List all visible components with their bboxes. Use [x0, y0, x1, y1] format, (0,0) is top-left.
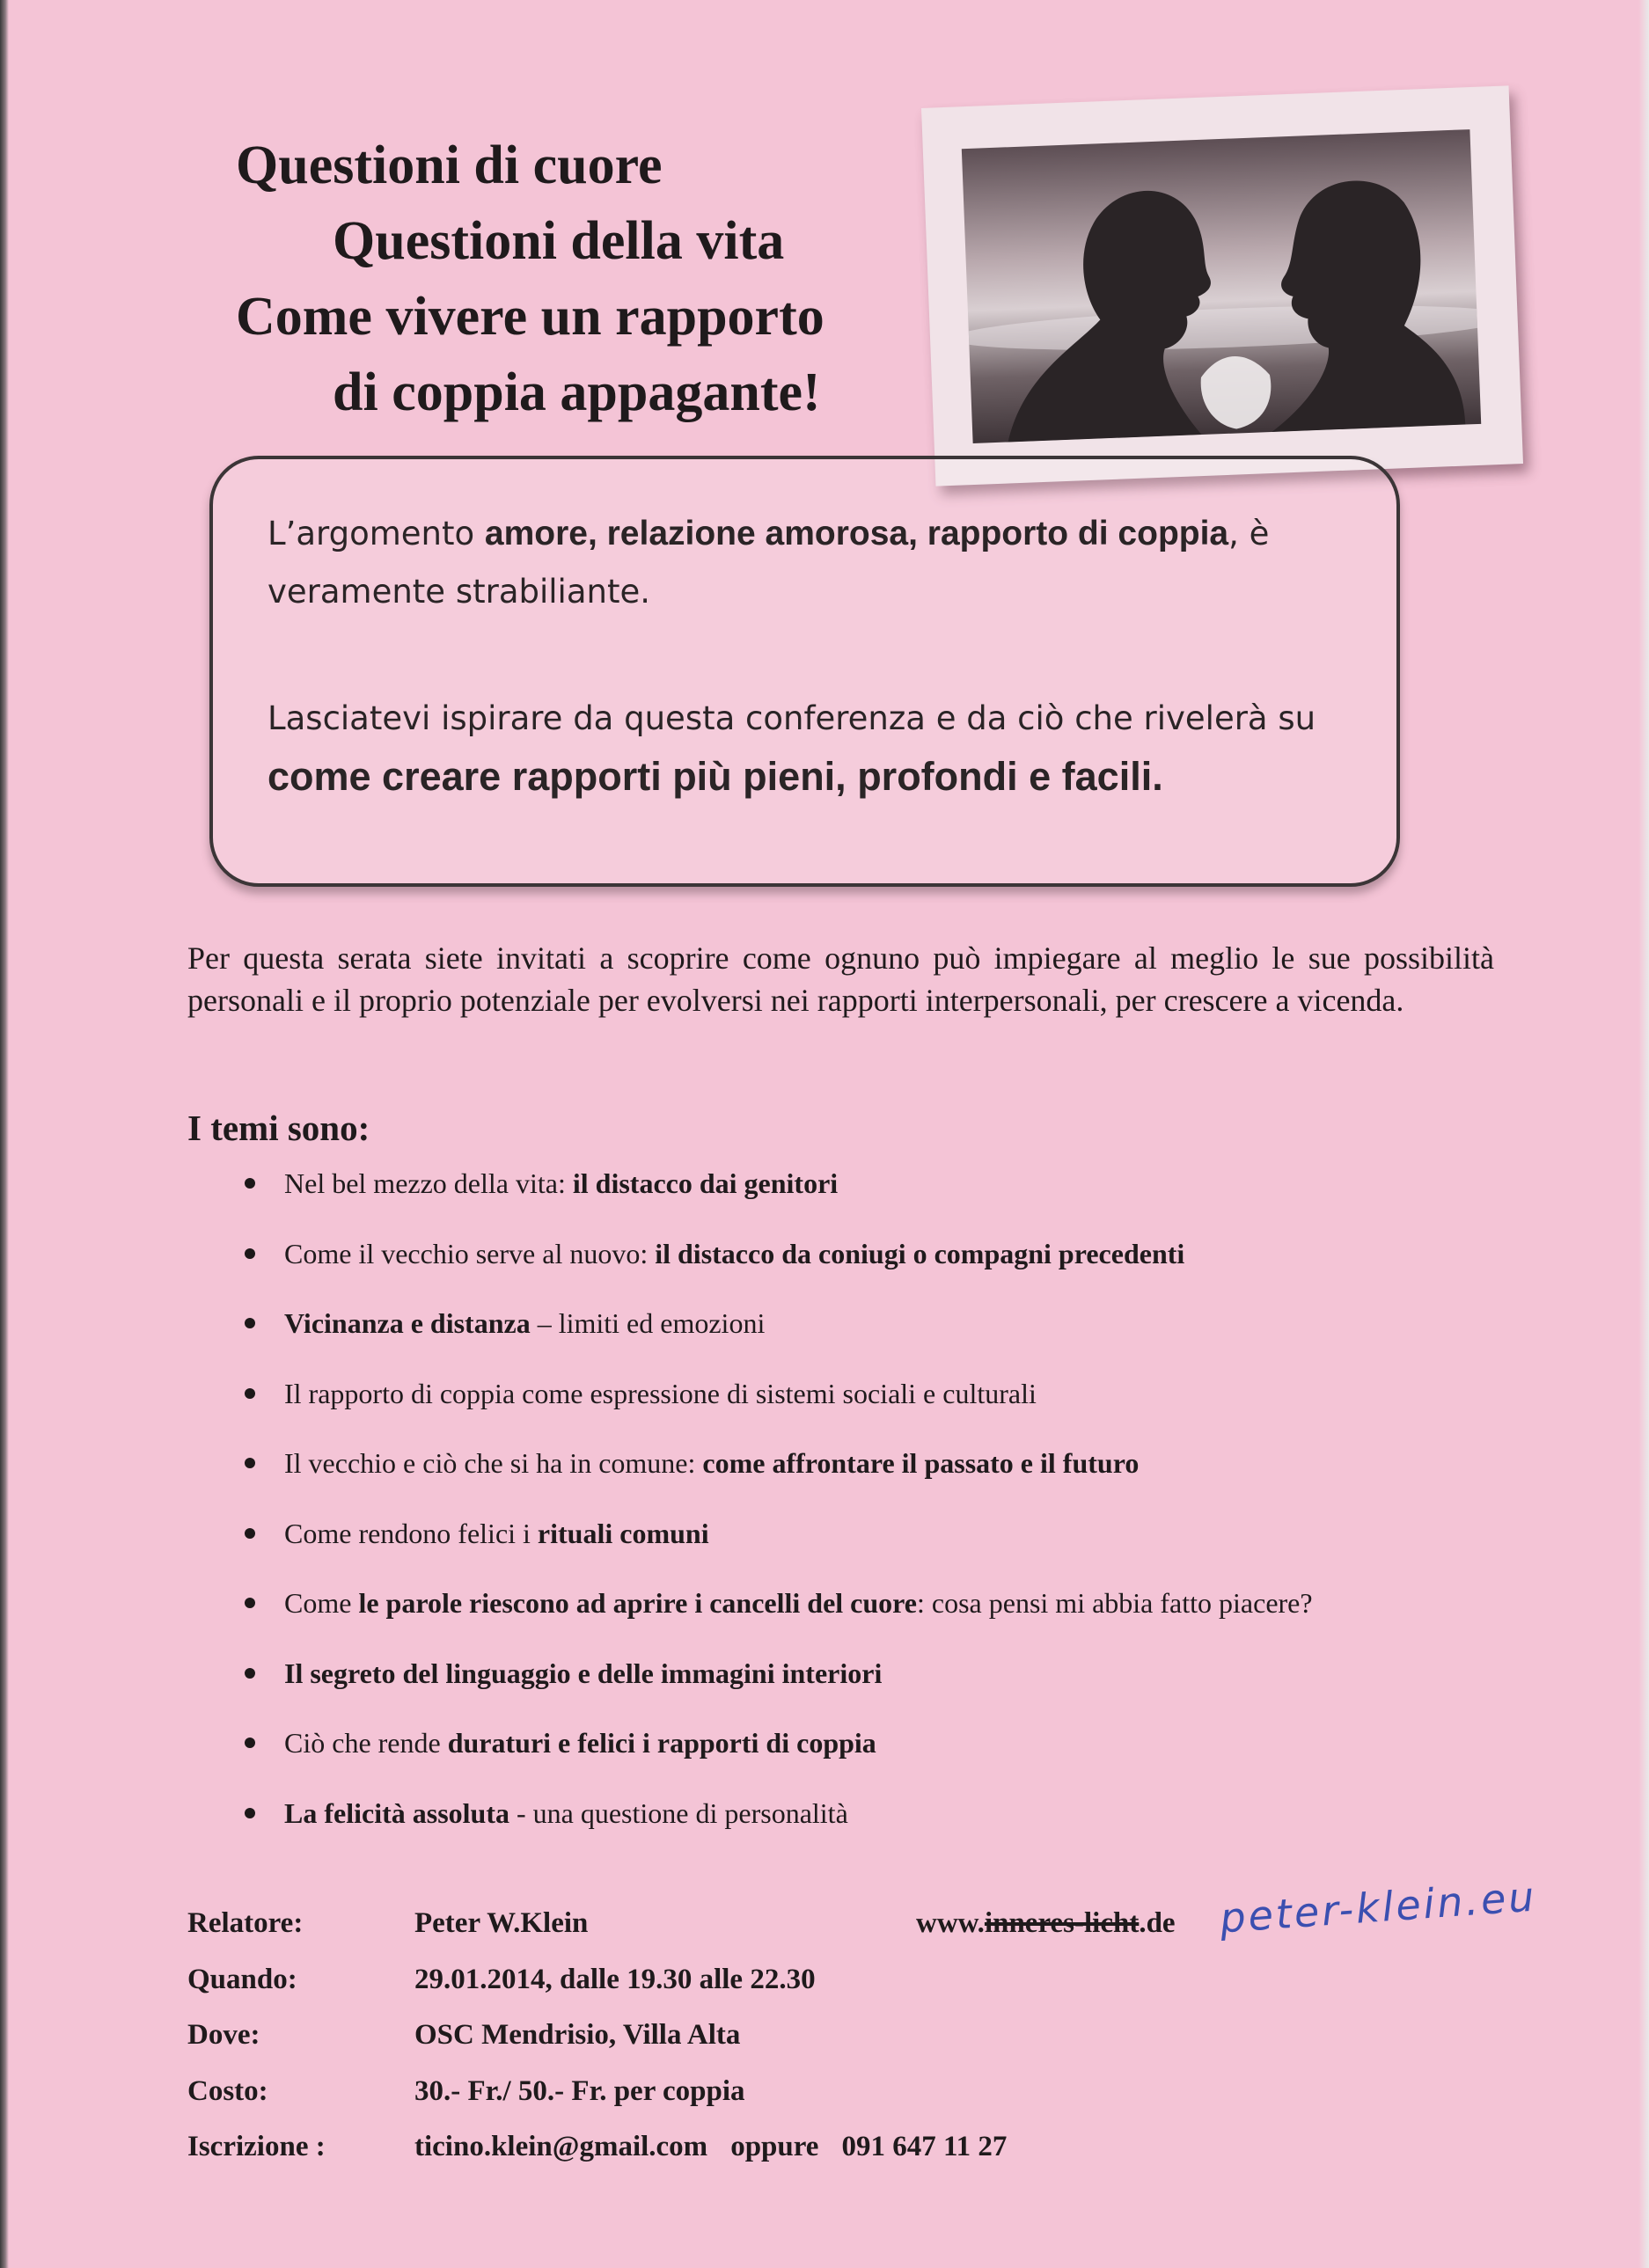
- topic-text: Come rendono felici i: [284, 1517, 538, 1549]
- costo-value: 30.- Fr./ 50.- Fr. per coppia: [414, 2074, 745, 2107]
- quando-label: Quando:: [187, 1963, 297, 1995]
- handwritten-website-note: peter-klein.eu: [1218, 1872, 1539, 1942]
- topic-item: [238, 1581, 1540, 1651]
- costo-label: Costo:: [187, 2074, 268, 2107]
- or-text: oppure: [730, 2131, 819, 2162]
- topic-tail: – limiti ed emozioni: [530, 1307, 766, 1339]
- topic-item: [238, 1791, 1540, 1862]
- couple-silhouette-photo: [962, 129, 1481, 443]
- quando-value: 29.01.2014, dalle 19.30 alle 22.30: [414, 1963, 816, 1995]
- intro-paragraph: Per questa serata siete invitati a scoprire come ognuno può impiegare al meglio le sue possibilità personali e il proprio potenziale per evolversi nei rapporti interpersonali, per crescere a vicenda.: [187, 940, 1494, 1018]
- phone-text: 091 647 11 27: [841, 2131, 1008, 2162]
- highlight-paragraph-1: [268, 505, 1367, 621]
- highlight-1-tail: , è veramente strabiliante.: [268, 515, 1270, 611]
- topic-bold: rituali comuni: [537, 1517, 709, 1549]
- topic-text: Ciò che rende: [284, 1727, 448, 1759]
- couple-silhouette-icon: [962, 129, 1481, 443]
- highlight-box: [209, 456, 1400, 887]
- topic-bold: La felicità assoluta: [284, 1796, 509, 1829]
- topics-heading: I temi sono:: [187, 1108, 370, 1148]
- title-line-1: Questioni di cuore: [236, 135, 663, 195]
- topic-bold: le parole riescono ad aprire i cancelli del cuore: [358, 1587, 917, 1619]
- website-struck: inneres-licht: [984, 1907, 1140, 1939]
- topic-text: Nel bel mezzo della vita:: [284, 1167, 573, 1199]
- topic-bold: come affrontare il passato e il futuro: [702, 1447, 1140, 1479]
- speaker-name: Peter W.Klein: [414, 1907, 589, 1939]
- scan-edge-right: [1638, 0, 1649, 2268]
- photo-frame: [921, 85, 1523, 486]
- topic-text: Come: [284, 1587, 359, 1619]
- website-text: [916, 1900, 1176, 1946]
- topic-item: [238, 1232, 1540, 1302]
- event-details: [187, 1872, 1613, 2180]
- detail-row-quando: [187, 1957, 1613, 2013]
- highlight-1-bold: amore, relazione amorosa, rapporto di coppia: [484, 515, 1229, 552]
- topic-bold: Vicinanza e distanza: [284, 1307, 531, 1339]
- topic-item: [238, 1301, 1540, 1372]
- topic-bold: il distacco dai genitori: [572, 1167, 839, 1199]
- iscrizione-value: [414, 2124, 1007, 2169]
- topic-tail: - una questione di personalità: [509, 1796, 848, 1829]
- email-text: ticino.klein@gmail.com: [414, 2131, 708, 2162]
- detail-row-relatore: [187, 1872, 1613, 1957]
- topic-bold: il distacco da coniugi o compagni precedenti: [655, 1237, 1185, 1269]
- topic-item: [238, 1441, 1540, 1511]
- topic-text: Il vecchio e ciò che si ha in comune:: [284, 1447, 703, 1479]
- relatore-value: [414, 1872, 1539, 1946]
- highlight-paragraph-2: [268, 690, 1367, 808]
- website-prefix: www.: [916, 1907, 985, 1939]
- topic-text: Il rapporto di coppia come espressione di sistemi sociali e culturali: [284, 1377, 1037, 1409]
- title-line-4: di coppia appagante!: [333, 362, 821, 422]
- topic-item: [238, 1721, 1540, 1791]
- topic-tail: : cosa pensi mi abbia fatto piacere?: [917, 1587, 1313, 1619]
- dove-value: OSC Mendrisio, Villa Alta: [414, 2019, 741, 2051]
- dove-label: Dove:: [187, 2019, 260, 2051]
- detail-row-costo: [187, 2068, 1613, 2125]
- iscrizione-label: Iscrizione :: [187, 2131, 326, 2162]
- topic-item: [238, 1372, 1540, 1442]
- highlight-2-text: Lasciatevi ispirare da questa conferenza e da ciò che rivelerà su: [268, 699, 1316, 737]
- website-suffix: .de: [1139, 1907, 1176, 1939]
- topic-text: Come il vecchio serve al nuovo:: [284, 1237, 656, 1269]
- topic-item: [238, 1511, 1540, 1582]
- detail-row-iscrizione: [187, 2124, 1613, 2180]
- topic-item: [238, 1651, 1540, 1722]
- topics-list: [238, 1161, 1540, 1861]
- detail-row-dove: [187, 2012, 1613, 2068]
- topic-bold: duraturi e felici i rapporti di coppia: [447, 1727, 876, 1759]
- highlight-1-text: L’argomento: [268, 515, 485, 552]
- topic-bold: Il segreto del linguaggio e delle immagini interiori: [284, 1657, 883, 1689]
- highlight-2-bold: come creare rapporti più pieni, profondi e facili.: [268, 754, 1163, 799]
- title-line-3: Come vivere un rapporto: [236, 287, 824, 347]
- scan-edge-left: [0, 0, 9, 2268]
- title-line-2: Questioni della vita: [333, 211, 785, 271]
- relatore-label: Relatore:: [187, 1907, 304, 1939]
- topic-item: [238, 1161, 1540, 1232]
- flyer-title: [236, 128, 957, 430]
